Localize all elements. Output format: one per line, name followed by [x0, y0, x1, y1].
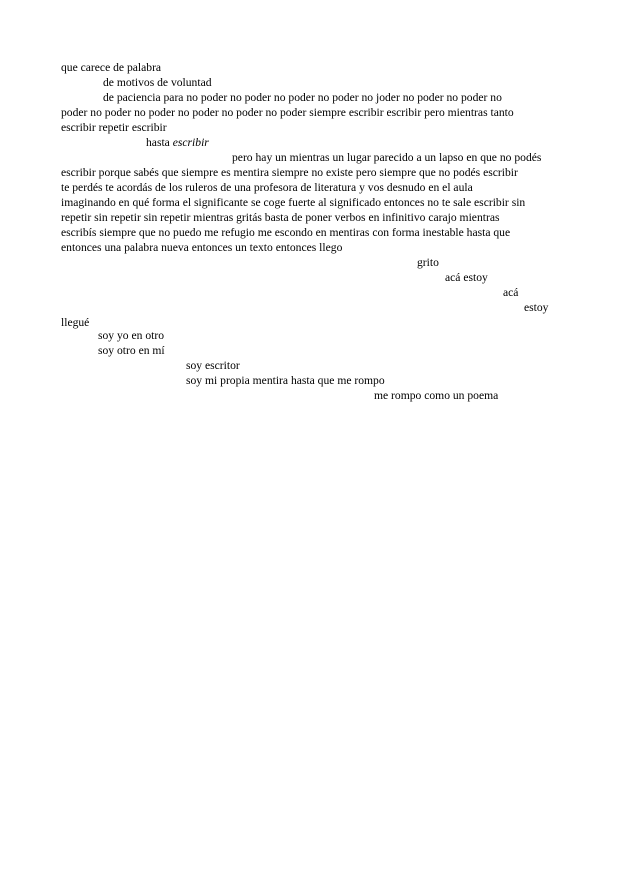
poem-line: soy yo en otro	[98, 329, 165, 342]
poem-line: acá estoy	[445, 271, 488, 284]
poem-line: imaginando en qué forma el significante se coge fuerte al significado entonces no te sale escribir sin	[61, 196, 526, 209]
poem-line: soy otro en mí	[98, 344, 165, 357]
poem-word: hasta	[146, 136, 173, 149]
poem-line: pero hay un mientras un lugar parecido a un lapso en que no podés	[232, 151, 542, 164]
poem-line-hasta	[146, 135, 209, 151]
poem-line: grito	[417, 256, 439, 269]
poem-line: escribís siempre que no puedo me refugio me escondo en mentiras con forma inestable hasta que	[61, 226, 511, 239]
poem-line: soy escritor	[186, 359, 240, 372]
poem-line: llegué	[61, 316, 90, 329]
poem-line: soy mi propia mentira hasta que me rompo	[186, 374, 385, 387]
poem-line: te perdés te acordás de los ruleros de una profesora de literatura y vos desnudo en el aula	[61, 181, 473, 194]
poem-word-italic: escribir	[172, 136, 209, 149]
poem-line: me rompo como un poema	[374, 389, 499, 402]
poem-line: acá	[503, 286, 519, 299]
poem-line: repetir sin repetir sin repetir mientras gritás basta de poner verbos en infinitivo carajo mientras	[61, 211, 500, 224]
poem-line: estoy	[524, 301, 549, 314]
poem-line: que carece de palabra	[61, 61, 162, 74]
poem-line: de paciencia para no poder no poder no poder no poder no joder no poder no poder no	[103, 91, 502, 104]
poem-line: poder no poder no poder no poder no poder no poder siempre escribir escribir pero mientras tanto	[61, 106, 514, 119]
poem-line: escribir repetir escribir	[61, 121, 167, 134]
poem-line: escribir porque sabés que siempre es mentira siempre no existe pero siempre que no podés escribir	[61, 166, 518, 179]
poem-line: de motivos de voluntad	[103, 76, 212, 89]
poem-line: entonces una palabra nueva entonces un texto entonces llego	[61, 241, 343, 254]
